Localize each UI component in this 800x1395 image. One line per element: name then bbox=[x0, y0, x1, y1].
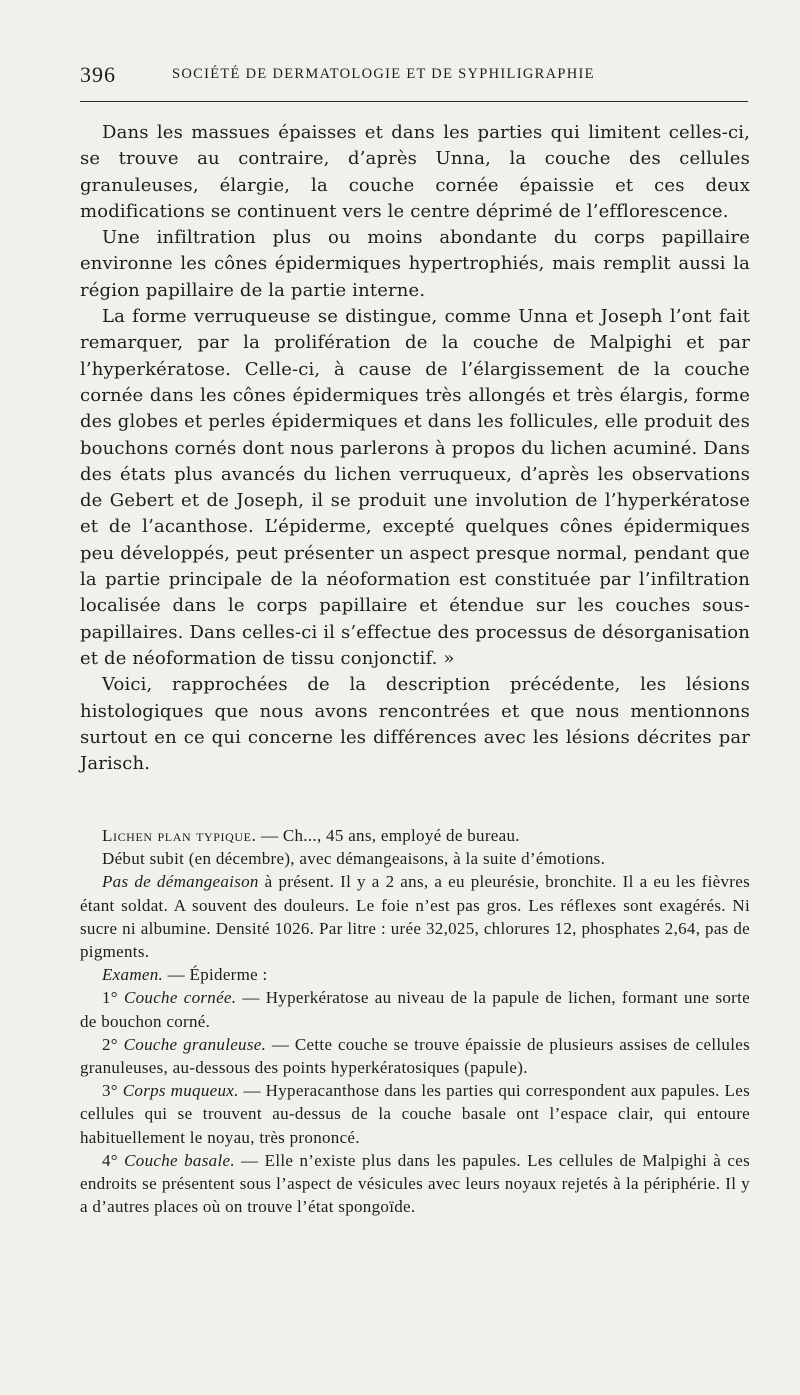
page-header bbox=[80, 62, 748, 88]
emphasis: Couche cornée. bbox=[123, 988, 237, 1008]
emphasis: Corps muqueux. bbox=[122, 1081, 239, 1101]
page-number: 396 bbox=[80, 62, 116, 87]
paragraph: Début subit (en décembre), avec démangeaisons, à la suite d’émotions. bbox=[102, 849, 606, 869]
paragraph: Une infiltration plus ou moins abondante du corps papillaire environne les cônes épidermiques hypertrophiés, mais remplit aussi la région papillaire de la partie interne. bbox=[80, 227, 750, 301]
main-text bbox=[80, 120, 750, 777]
list-item: 3° Corps muqueux. — Hyperacanthose dans les parties qui correspondent aux papules. Les cellules qui se trouvent au-dessus de la couche basale ont l’espace clair, qui entoure habituellement le noyau, très prononcé. bbox=[80, 1081, 750, 1147]
case-heading-line bbox=[80, 824, 750, 847]
paragraph: Dans les massues épaisses et dans les parties qui limitent celles-ci, se trouve au contraire, d’après Unna, la couche des cellules granuleuses, élargie, la couche cornée épaissie et ces deux modifications se continuent vers le centre déprimé de l’efflorescence. bbox=[80, 122, 750, 222]
paragraph: Voici, rapprochées de la description précédente, les lésions histologiques que nous avons rencontrées et que nous mentionnons surtout en ce qui concerne les différences avec les lésions décrites par Jarisch. bbox=[80, 674, 750, 775]
emphasis: Couche granuleuse. bbox=[123, 1034, 267, 1054]
list-item: 4° Couche basale. — Elle n’existe plus dans les papules. Les cellules de Malpighi à ces endroits se présentent sous l’aspect de vésicules avec leurs noyaux rejetés à la périphérie. Il y a d’autres places où on trouve l’état spongoïde. bbox=[80, 1150, 751, 1217]
paragraph: Pas de démangeaison à présent. Il y a 2 ans, a eu pleurésie, bronchite. Il a eu les fièvres étant soldat. A souvent des douleurs. Le foie n’est pas gros. Les réflexes sont exagérés. Ni sucre ni albumine. Densité 1026. Par litre : urée 32,025, chlorures 12, phosphates 2,64, pas de pigments. bbox=[80, 872, 751, 962]
paragraph: Examen. — Épiderme : bbox=[102, 965, 268, 985]
case-heading: Lichen plan typique. bbox=[102, 826, 257, 845]
header-rule bbox=[80, 101, 748, 102]
emphasis: Examen. bbox=[102, 965, 164, 985]
running-head: SOCIÉTÉ DE DERMATOLOGIE ET DE SYPHILIGRAPHIE bbox=[172, 66, 595, 82]
emphasis: Pas de démangeaison bbox=[102, 872, 259, 892]
paragraph: La forme verruqueuse se distingue, comme Unna et Joseph l’ont fait remarquer, par la prolifération de la couche de Malpighi et par l’hyperkératose. Celle-ci, à cause de l’élargissement de la couche cornée dans les cônes épidermiques très allongés et très élargis, forme des globes et perles épidermiques et dans les follicules, elle produit des bouchons cornés dont nous parlerons à propos du lichen acuminé. Dans des états plus avancés du lichen verruqueux, d’après les observations de Gebert et de Joseph, il se produit une involution de l’hyperkératose et de l’acanthose. L’épiderme, excepté quelques cônes épidermiques peu développés, peut présenter un aspect presque normal, pendant que la partie principale de la néoformation est constituée par l’infiltration localisée dans le corps papillaire et étendue sur les couches sous-papillaires. Dans celles-ci il s’effectue des processus de désorganisation et de néoformation de tissu conjonctif. » bbox=[80, 306, 750, 669]
case-report bbox=[80, 824, 750, 1218]
emphasis: Couche basale. bbox=[124, 1150, 235, 1170]
list-item: 2° Couche granuleuse. — Cette couche se trouve épaissie de plusieurs assises de cellules granuleuses, au-dessous des points hyperkératosiques (papule). bbox=[80, 1034, 750, 1078]
case-heading-rest: — Ch..., 45 ans, employé de bureau. bbox=[256, 826, 520, 845]
list-item: 1° Couche cornée. — Hyperkératose au niveau de la papule de lichen, formant une sorte de bouchon corné. bbox=[80, 988, 750, 1031]
